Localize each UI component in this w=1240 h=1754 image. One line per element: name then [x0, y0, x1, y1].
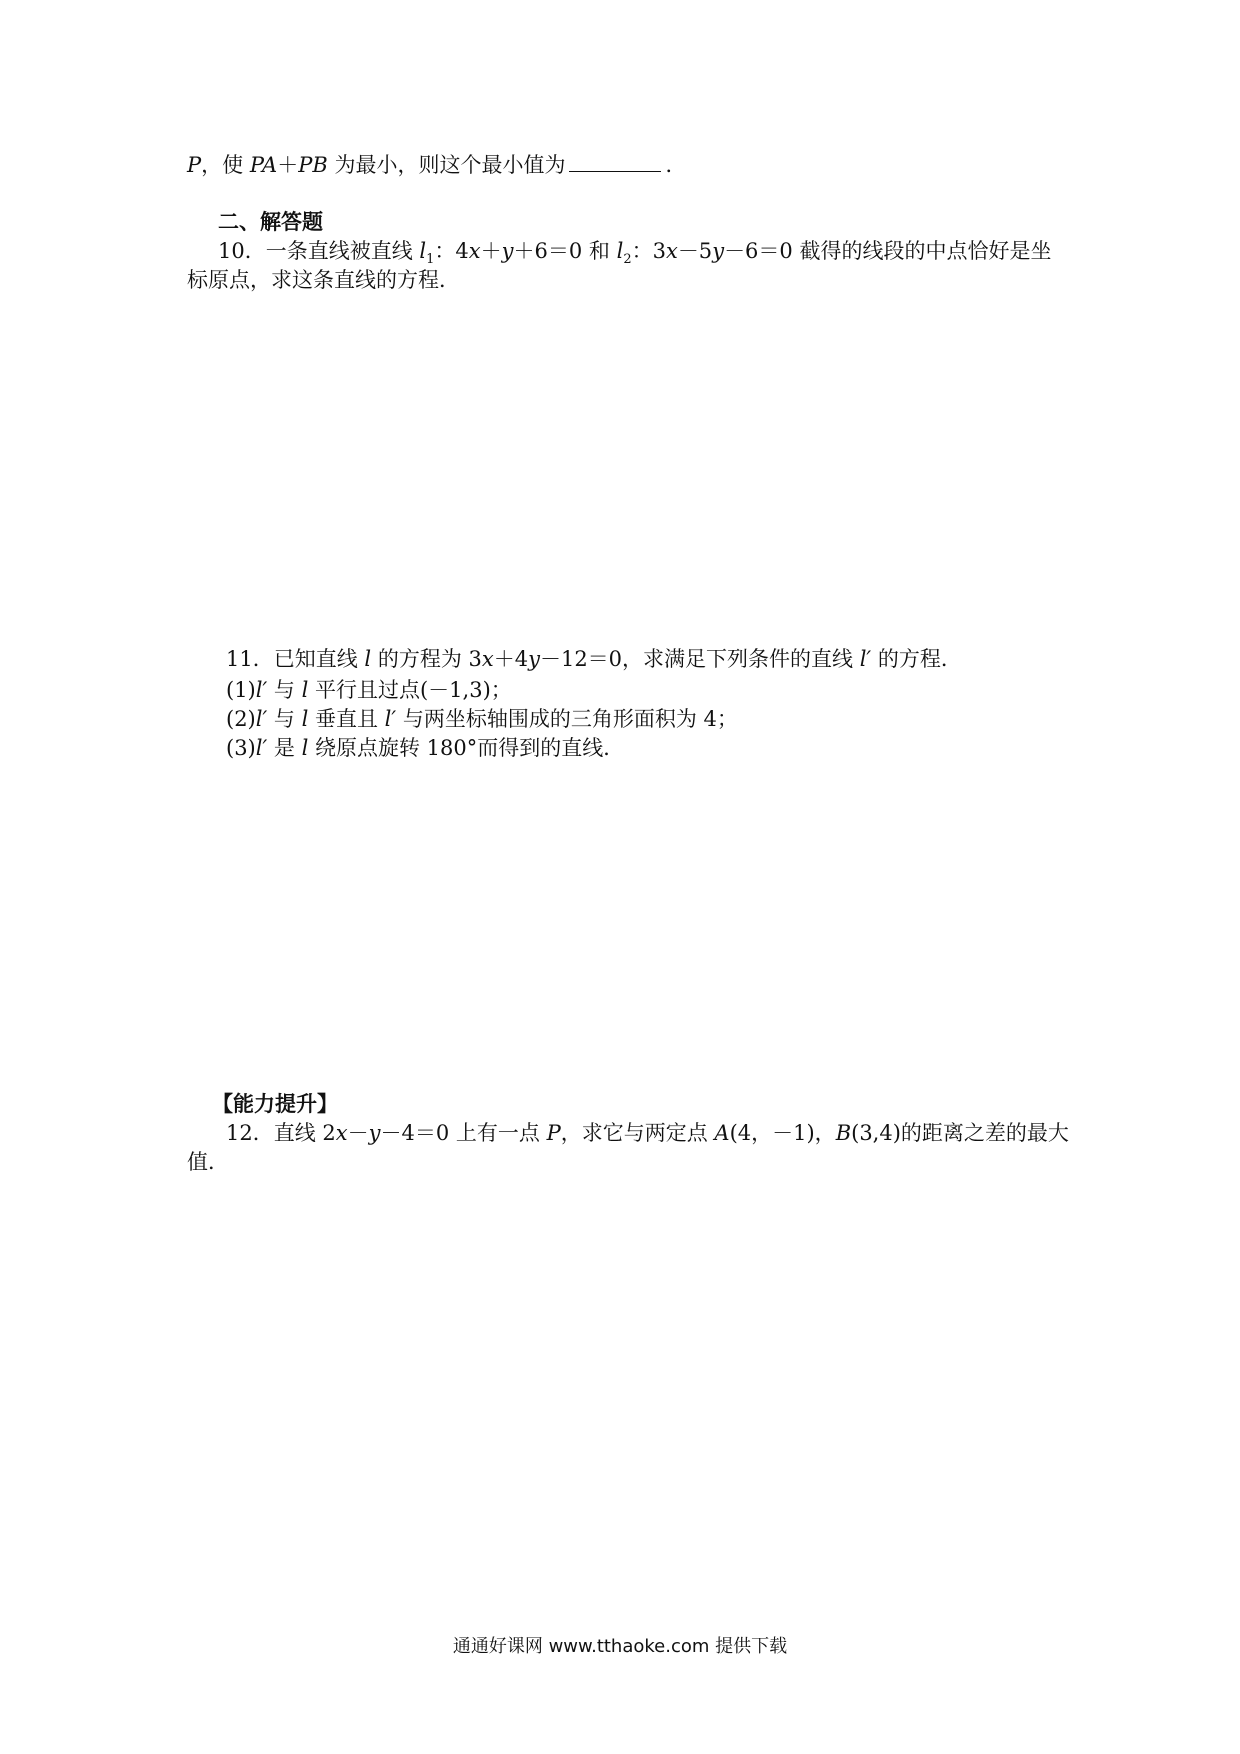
q11-c1-label: (1): [226, 678, 256, 702]
q11-var-l: l: [301, 707, 309, 731]
q10-var-y: y: [501, 239, 514, 263]
q11-var-lprime: l′: [255, 736, 268, 760]
q12-text: (4，－1)，: [729, 1121, 836, 1145]
q10-text: ：4: [434, 239, 469, 263]
q10-text: ：3: [631, 239, 666, 263]
q11-var-l: l: [301, 736, 309, 760]
q12-var-b: B: [835, 1121, 852, 1145]
answer-blank: [569, 151, 661, 172]
q10-text: －6＝0 截得的线段的中点恰好是坐: [724, 239, 1052, 263]
q10-number: 10．: [218, 239, 266, 263]
q11-text: 的方程．: [871, 647, 962, 671]
q11-var-lprime: l′: [384, 707, 397, 731]
q11-text: 绕原点旋转 180°而得到的直线．: [308, 736, 625, 760]
q12-text: 直线 2: [273, 1121, 336, 1145]
q10-var-y: y: [712, 239, 725, 263]
q10-text: ＋: [480, 239, 502, 263]
q9-tail-line: [187, 151, 686, 179]
q11-var-lprime: l′: [859, 647, 872, 671]
q11-condition-3: [226, 734, 624, 762]
q10-text: 一条直线被直线: [265, 239, 420, 263]
q11-var-l: l: [364, 647, 372, 671]
q11-var-l: l: [301, 678, 309, 702]
q11-line1: [226, 645, 962, 673]
q12-text: ，求它与两定点: [560, 1121, 715, 1145]
q12-var-y: y: [368, 1121, 381, 1145]
q9-var-pa: PA: [249, 153, 278, 177]
q10-var-x: x: [468, 239, 481, 263]
q11-text: 平行且过点(－1,3)；: [308, 678, 512, 702]
q11-condition-2: [226, 705, 738, 733]
q10-sub2: 2: [623, 252, 632, 268]
q12-var-a: A: [714, 1121, 730, 1145]
q11-text: 与两坐标轴围成的三角形面积为 4；: [396, 707, 738, 731]
q10-line2: 标原点，求这条直线的方程．: [187, 268, 460, 292]
section-heading-solve: 二、解答题: [218, 210, 323, 234]
q9-var-pb: PB: [298, 153, 328, 177]
q10-sub1: 1: [426, 252, 435, 268]
q12-line2: 值．: [187, 1150, 229, 1174]
q10-text: ＋6＝0 和: [513, 239, 617, 263]
q10-var-l2: l: [616, 239, 624, 263]
q11-text: 垂直且: [308, 707, 385, 731]
q11-text: 的方程为 3: [371, 647, 482, 671]
q11-var-y: y: [528, 647, 540, 671]
q9-text2: 为最小，则这个最小值为: [327, 153, 566, 177]
q11-c3-label: (3): [226, 736, 256, 760]
q10-var-x: x: [665, 239, 678, 263]
q10-var-l1: l: [419, 239, 427, 263]
q12-var-p: P: [546, 1121, 561, 1145]
q12-text: －4＝0 上有一点: [380, 1121, 547, 1145]
q11-text: 与: [267, 707, 302, 731]
q12-text: －: [347, 1121, 369, 1145]
q12-text: (3,4)的距离之差的最大: [851, 1121, 1069, 1145]
q12-number: 12．: [226, 1121, 274, 1145]
q12-line1: [226, 1119, 1069, 1147]
q11-number: 11．: [226, 647, 274, 671]
q11-text: 是: [267, 736, 302, 760]
q9-text: ，使: [201, 153, 250, 177]
q11-c2-label: (2): [226, 707, 256, 731]
q9-var-p: P: [187, 153, 202, 177]
page-footer: 通通好课网 www.tthaoke.com 提供下载: [452, 1636, 788, 1657]
q9-end: ．: [665, 153, 687, 177]
q11-text: －12＝0，求满足下列条件的直线: [539, 647, 860, 671]
q10-text: －5: [677, 239, 713, 263]
q11-text: ＋4: [493, 647, 529, 671]
section-heading-advanced: 【能力提升】: [212, 1092, 338, 1116]
q11-text: 已知直线: [273, 647, 365, 671]
q9-plus: ＋: [277, 153, 299, 177]
q11-condition-1: [226, 676, 512, 704]
q11-var-x: x: [481, 647, 494, 671]
q12-var-x: x: [335, 1121, 348, 1145]
q11-var-lprime: l′: [255, 707, 268, 731]
q11-text: 与: [267, 678, 302, 702]
q11-var-lprime: l′: [255, 678, 268, 702]
